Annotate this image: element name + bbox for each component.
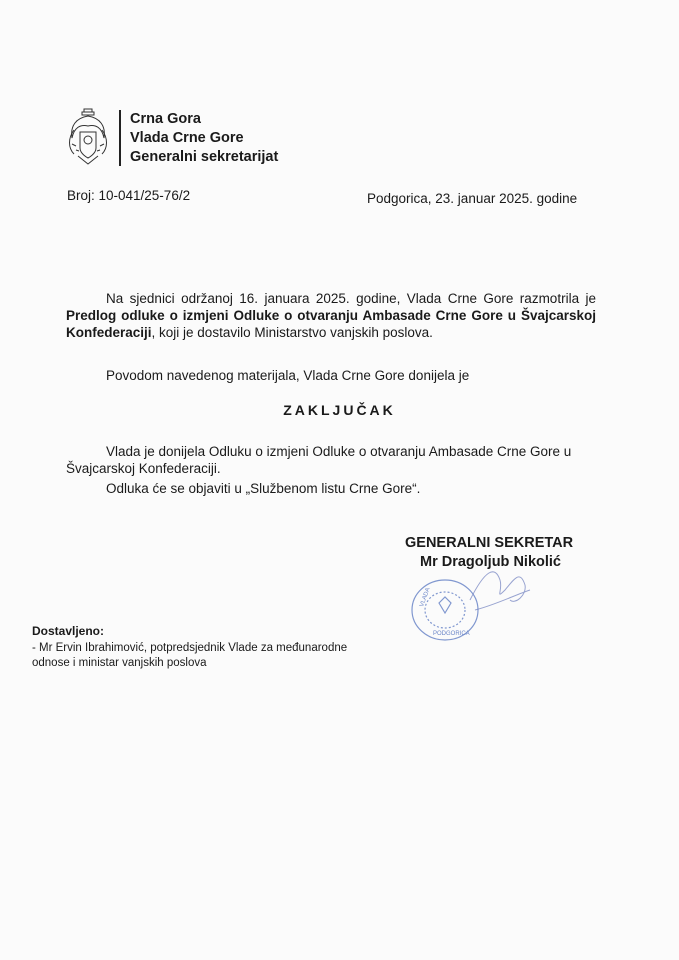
svg-text:VLADA: VLADA [419,587,432,608]
paragraph-2: Povodom navedenog materijala, Vlada Crne Gore donijela je [106,368,470,383]
header-country: Crna Gora [130,111,201,127]
distribution-list [32,641,362,671]
coat-of-arms-icon [66,108,110,166]
svg-text:PODGORICA: PODGORICA [433,631,470,637]
reference-number: Broj: 10-041/25-76/2 [67,188,191,203]
paragraph-4: Odluka će se objaviti u „Službenom listu Crne Gore“. [106,481,421,496]
header-divider [119,110,121,166]
paragraph-1 [66,290,596,341]
p1-start: Na sjednici održanoj 16. januara 2025. godine, Vlada Crne Gore razmotrila je [106,291,596,306]
paragraph-3: Vlada je donijela Odluku o izmjeni Odluke o otvaranju Ambasade Crne Gore u Švajcarskoj Konfederaciji. [66,444,572,476]
header-secretariat: Generalni sekretarijat [130,149,279,165]
list-item: - Mr Ervin Ibrahimović, potpredsjednik Vlade za međunarodne odnose i ministar vanjskih poslova [32,642,348,669]
document-date: Podgorica, 23. januar 2025. godine [367,191,578,206]
p1-end: , koji je dostavilo Ministarstvo vanjskih poslova. [151,325,433,340]
institution-header [130,110,278,167]
document-title: ZAKLJUČAK [283,402,396,418]
signatory-title: GENERALNI SEKRETAR [405,535,574,551]
handwritten-signature-icon [465,560,535,615]
distribution-label: Dostavljeno: [32,624,105,638]
header-government: Vlada Crne Gore [130,130,244,146]
signatory-name: Mr Dragoljub Nikolić [420,554,561,570]
p1-bold: Predlog odluke o izmjeni Odluke o otvaranju Ambasade Crne Gore u Švajcarskoj Konfederaciji [66,308,596,340]
